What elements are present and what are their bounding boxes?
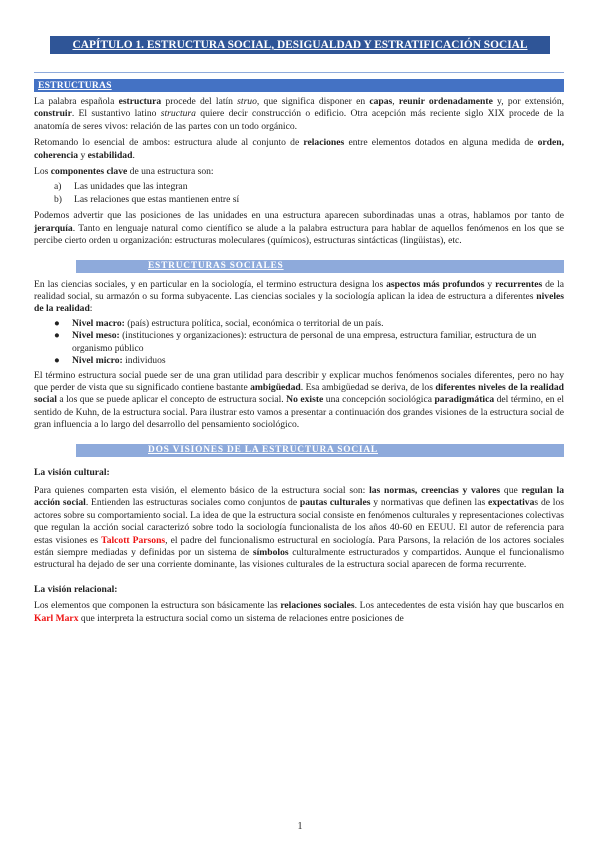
- author-talcott-parsons: Talcott Parsons: [101, 534, 166, 546]
- list-item: b) Las relaciones que estas mantienen entre sí: [54, 194, 240, 206]
- heading-estructuras: ESTRUCTURAS: [34, 79, 564, 92]
- list-item: a) Las unidades que las integran: [54, 181, 188, 193]
- paragraph-ambiguedad: El término estructura social puede ser de una gran utilidad para describir y explicar muchos fenómenos sociales diferentes, pero no hay que perder de vista que su significado contiene bastante ambigüedad. Esa ambigüedad se deriva, de los diferentes niveles de la realidad social a los que se puede aplicar el concepto de estructura social. No existe una concepción sociológica paradigmática del término, en el sentido de Kuhn, de la estructura social. Para ilustrar esto vamos a presentar a continuación dos grandes visiones de la estructura social de gran influencia a lo largo del desarrollo del pensamiento sociológico.: [34, 369, 564, 431]
- componentes-list: [34, 180, 564, 206]
- page-number: 1: [297, 821, 303, 832]
- chapter-title: CAPÍTULO 1. ESTRUCTURA SOCIAL, DESIGUALDAD Y ESTRATIFICACIÓN SOCIAL: [50, 36, 550, 54]
- subheading-vision-relacional: La visión relacional:: [34, 583, 118, 595]
- paragraph-origen-palabra: La palabra española estructura procede del latín struo, que significa disponer en capas, reunir ordenadamente y, por extensión, construir. El sustantivo latino structura quiere decir construcción o edificio. Otra acepción más reciente siglo XIX procede de la anatomía de seres vivos: relación de las partes con un todo orgánico.: [34, 96, 565, 132]
- paragraph-jerarquia: Podemos advertir que las posiciones de las unidades en una estructura aparecen subordinadas unas a otras, hablamos por tanto de jerarquía. Tanto en lenguaje natural como científico se alude a la palabra estructura para hablar de aquellos fenómenos en los que se percibe cierto orden u organización: estructuras moleculares (químicos), estructuras sintácticas (lingüistas), etc.: [34, 210, 564, 247]
- list-item: ● Nivel micro: individuos: [54, 355, 166, 367]
- paragraph-vision-cultural: Para quienes comparten esta visión, el elemento básico de la estructura social son: las normas, creencias y valores que regulan la acción social. Entienden las estructuras sociales como conjuntos de pautas culturales y normativas que definen las expectativas de los actores sobre su comportamiento social. La idea de que la estructura social consiste en fenómenos culturales y representaciones colectivas que regulan la acción social caracterizó sobre todo la sociología funcionalista de los años 40-60 en EEUU. El autor de referencia para estas visiones es Talcott Parsons, el padre del funcionalismo estructural en sociología. Para Parsons, la relación de los actores sociales están siempre mediadas y definidas por un sistema de símbolos culturalmente estructurados y compartidos. Aunque el funcionalismo estructural ha dejado de ser una corriente dominante, las visiones culturales de la estructura social aparecen de forma recurrente.: [34, 484, 565, 571]
- author-karl-marx: Karl Marx: [34, 612, 79, 624]
- paragraph-componentes: Los componentes clave de una estructura son:: [34, 166, 214, 178]
- list-item: ● Nivel meso: (instituciones y organizaciones): estructura de personal de una empresa, estructura familiar, estructura de un organismo público: [54, 330, 537, 354]
- document-page: [34, 36, 564, 625]
- paragraph-definicion: Retomando lo esencial de ambos: estructura alude al conjunto de relaciones entre elementos dotados en alguna medida de orden, coherencia y estabilidad.: [34, 137, 564, 161]
- paragraph-ciencias-sociales: En las ciencias sociales, y en particular en la sociología, el termino estructura designa los aspectos más profundos y recurrentes de la realidad social, su armazón o su forma subyacente. Las ciencias sociales y la sociología aplican la idea de estructura a diferentes niveles de la realidad:: [34, 278, 564, 315]
- section-divider: [34, 72, 564, 73]
- heading-dos-visiones: DOS VISIONES DE LA ESTRUCTURA SOCIAL: [76, 444, 564, 457]
- subheading-vision-cultural: La visión cultural:: [34, 466, 110, 478]
- heading-estructuras-sociales: ESTRUCTURAS SOCIALES: [76, 260, 564, 273]
- list-item: ● Nivel macro: (país) estructura política, social, económica o territorial de un país.: [54, 317, 384, 329]
- niveles-list: [34, 318, 564, 368]
- paragraph-vision-relacional: Los elementos que componen la estructura son básicamente las relaciones sociales. Los antecedentes de esta visión hay que buscarlos en Karl Marx que interpreta la estructura social como un sistema de relaciones entre posiciones de: [34, 600, 564, 624]
